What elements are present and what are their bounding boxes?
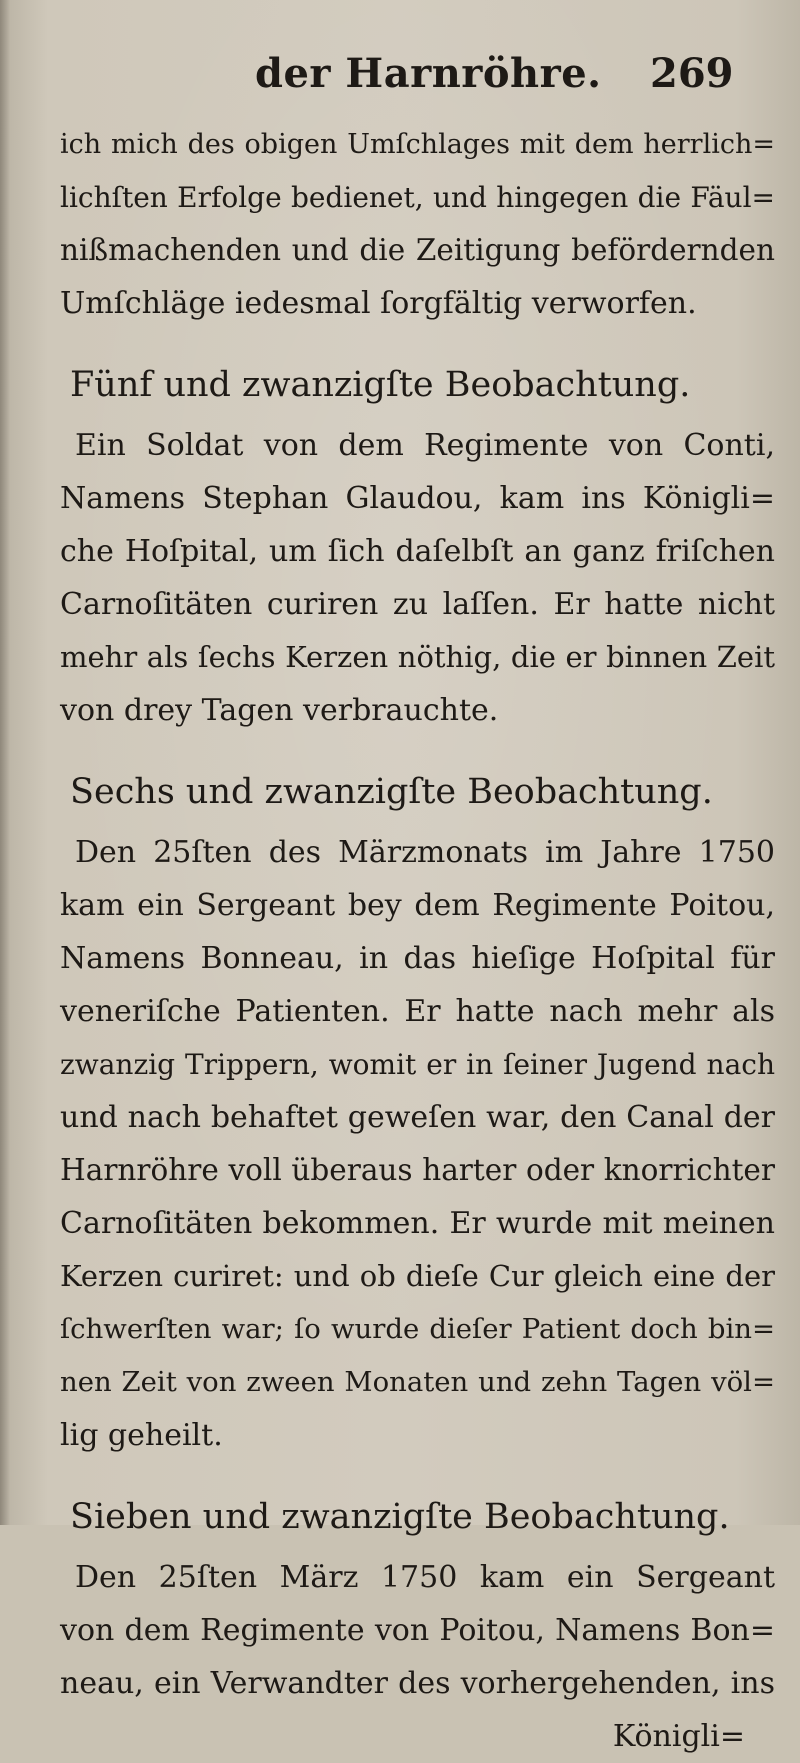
text-line: von drey Tagen verbrauchte. xyxy=(60,693,499,728)
paragraph-observation-27 xyxy=(60,1551,775,1710)
paragraph-continuation xyxy=(60,118,775,330)
text-line: veneriſche Patienten. Er hatte nach mehr als xyxy=(60,994,775,1029)
main-text xyxy=(60,118,775,1763)
text-line: kam ein Sergeant bey dem Regimente Poitou, xyxy=(60,888,775,923)
text-line: Ein Soldat von dem Regimente von Conti, xyxy=(75,428,775,463)
catchword: Königli= xyxy=(612,1719,745,1754)
text-line: Carnoſitäten bekommen. Er wurde mit meinen xyxy=(60,1206,775,1241)
text-line: lichſten Erfolge bedienet, und hingegen die Fäul= xyxy=(60,181,775,214)
text-line: Den 25ſten des Märzmonats im Jahre 1750 xyxy=(75,835,775,870)
text-line: lig geheilt. xyxy=(60,1418,223,1453)
text-line: Carnoſitäten curiren zu laſſen. Er hatte nicht xyxy=(60,587,775,622)
text-line: Umſchläge iedesmal ſorgfältig verworfen. xyxy=(60,286,697,321)
page-number: 269 xyxy=(650,50,734,97)
text-line: ich mich des obigen Umſchlages mit dem herrlich= xyxy=(60,129,775,160)
text-line: und nach behaftet geweſen war, den Canal der xyxy=(60,1100,775,1135)
text-line: Harnröhre voll überaus harter oder knorrichter xyxy=(60,1153,775,1187)
page-gutter-shadow xyxy=(0,0,10,1525)
text-line: nen Zeit von zween Monaten und zehn Tagen völ= xyxy=(60,1366,775,1398)
text-line: neau, ein Verwandter des vorhergehenden, ins xyxy=(60,1666,775,1701)
text-line: von dem Regimente von Poitou, Namens Bon= xyxy=(60,1613,775,1648)
paragraph-observation-26 xyxy=(60,826,775,1462)
page-header xyxy=(0,50,800,110)
text-line: Namens Bonneau, in das hieſige Hoſpital für xyxy=(60,941,775,976)
paragraph-observation-25 xyxy=(60,419,775,737)
text-line: nißmachenden und die Zeitigung befördernden xyxy=(60,233,775,267)
text-line: zwanzig Trippern, womit er in ſeiner Jugend nach xyxy=(60,1048,775,1081)
text-line: Namens Stephan Glaudou, kam ins Königli= xyxy=(60,481,775,516)
text-line: che Hoſpital, um ſich daſelbſt an ganz friſchen xyxy=(60,534,775,569)
section-heading-26: Sechs und zwanzigſte Beobachtung. xyxy=(70,772,713,812)
text-line: Den 25ſten März 1750 kam ein Sergeant xyxy=(75,1560,775,1595)
text-line: mehr als ſechs Kerzen nöthig, die er binnen Zeit xyxy=(60,640,775,674)
section-heading-25: Fünf und zwanzigſte Beobachtung. xyxy=(70,365,691,405)
text-line: ſchwerſten war; ſo wurde dieſer Patient doch bin= xyxy=(60,1313,775,1345)
text-line: Kerzen curiret: und ob dieſe Cur gleich eine der xyxy=(60,1259,775,1293)
section-heading-27: Sieben und zwanzigſte Beobachtung. xyxy=(70,1497,730,1537)
running-head: der Harnröhre. xyxy=(255,50,602,97)
